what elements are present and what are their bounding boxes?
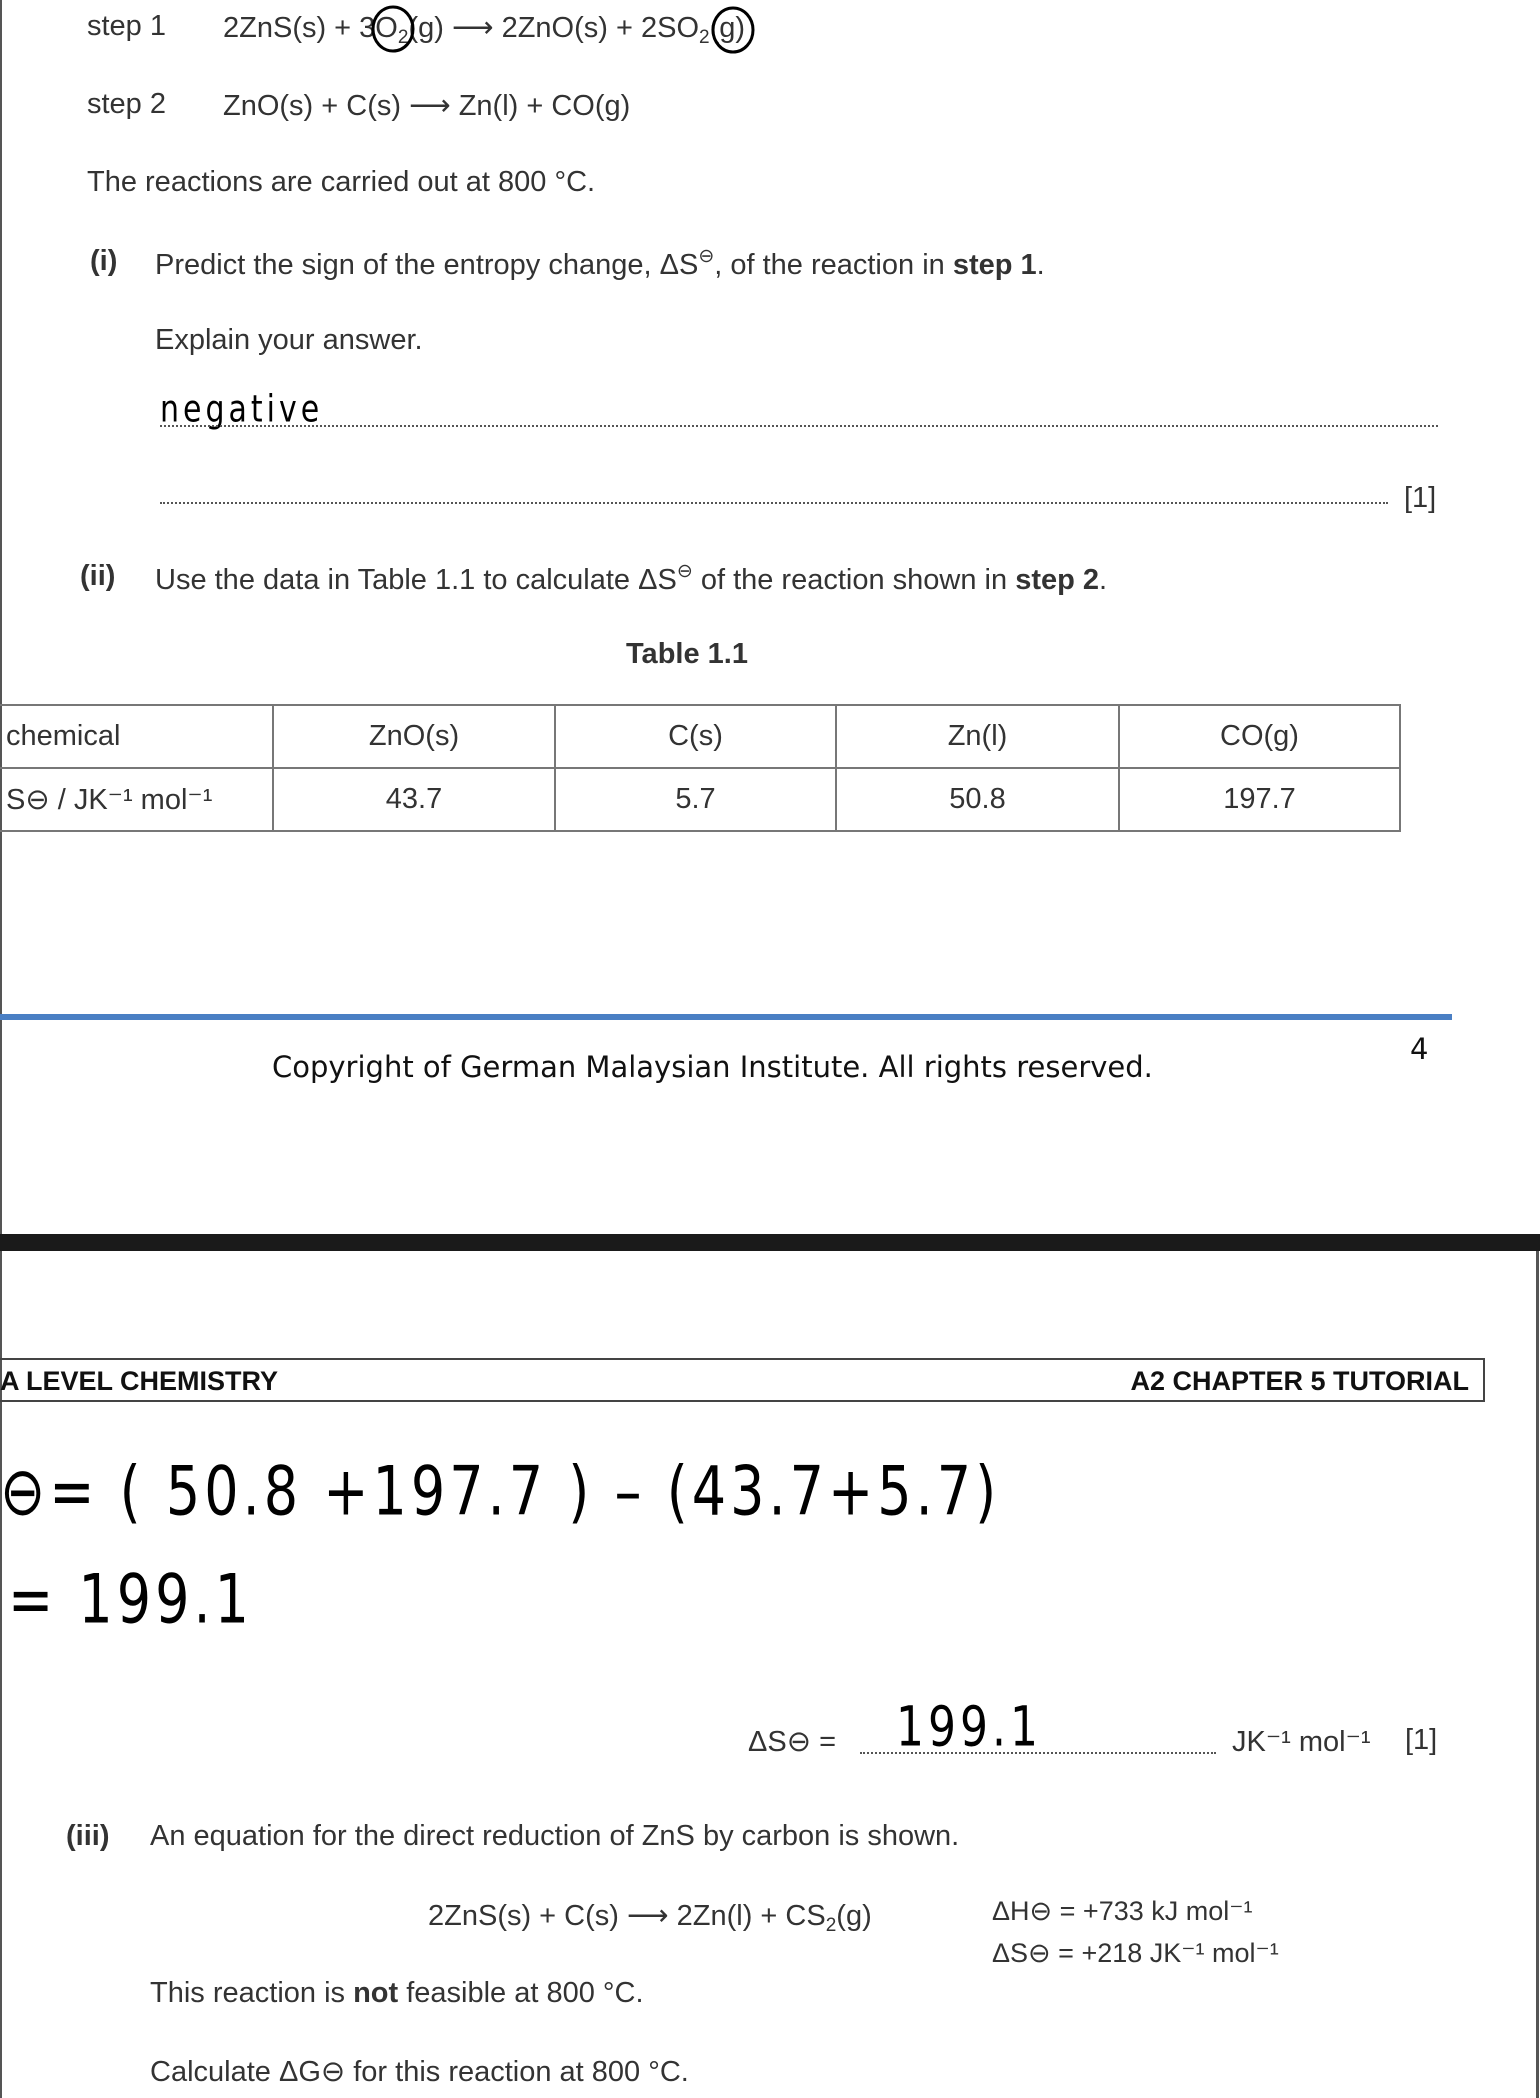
step-2-equation: ZnO(s) + C(s) ⟶ Zn(l) + CO(g) [223, 90, 631, 122]
step-2-label: step 2 [87, 88, 166, 120]
page-right-border [1536, 1250, 1539, 2098]
table-header-cell: ZnO(s) [273, 705, 555, 768]
part-i-question [155, 245, 1045, 282]
step-1-label: step 1 [87, 10, 166, 42]
standard-symbol: ⊖ [676, 561, 693, 582]
part-i-number: (i) [90, 245, 118, 277]
q-text: feasible at 800 °C. [398, 1977, 644, 2009]
answer-line[interactable] [160, 425, 1438, 427]
table-row [0, 768, 1400, 831]
reduction-equation [428, 1898, 872, 1937]
q-bold: step 2 [1015, 564, 1100, 596]
page-left-border [0, 0, 2, 2098]
entropy-value: ΔS⊖ = +218 JK⁻¹ mol⁻¹ [992, 1938, 1279, 1968]
result-units: JK⁻¹ mol⁻¹ [1232, 1726, 1371, 1758]
marks: [1] [1404, 482, 1437, 514]
table-row-label: S⊖ / JK⁻¹ mol⁻¹ [0, 768, 273, 831]
table-cell: 5.7 [555, 768, 836, 831]
handwritten-working-line-1: ⊖= ( 50.8 +197.7 ) – (43.7+5.7) [0, 1452, 1001, 1531]
feasibility-text [150, 1977, 644, 2010]
eq-part: (g) ⟶ 2ZnO(s) + 2SO [408, 12, 700, 44]
answer-line[interactable] [860, 1752, 1216, 1754]
explain-prompt: Explain your answer. [155, 324, 423, 356]
eq-part: 2ZnS(s) + 3O [223, 12, 398, 44]
standard-symbol: ⊖ [698, 246, 715, 267]
delta-s-label: ΔS⊖ = [748, 1726, 837, 1758]
calculate-prompt: Calculate ΔG⊖ for this reaction at 800 °C. [150, 2056, 689, 2088]
header-left: A LEVEL CHEMISTRY [0, 1366, 279, 1396]
table-title: Table 1.1 [626, 638, 748, 670]
marks: [1] [1405, 1724, 1438, 1756]
q-bold: step 1 [952, 249, 1037, 281]
part-ii-question [155, 560, 1107, 597]
answer-line[interactable] [160, 502, 1388, 504]
table-cell: 197.7 [1119, 768, 1400, 831]
part-iii-number: (iii) [66, 1820, 110, 1852]
page-break-bar [0, 1234, 1540, 1251]
part-ii-number: (ii) [80, 560, 116, 592]
page-number: 4 [1410, 1032, 1429, 1066]
table-header-cell: Zn(l) [836, 705, 1119, 768]
q-bold: not [353, 1977, 399, 2009]
handwritten-working-line-2: = 199.1 [8, 1560, 254, 1639]
eq-part: (g) [836, 1900, 872, 1932]
copyright-text: Copyright of German Malaysian Institute. All rights reserved. [272, 1050, 1153, 1084]
part-iii-question: An equation for the direct reduction of ZnS by carbon is shown. [150, 1820, 960, 1852]
step-1-equation [223, 10, 745, 49]
q-text: Use the data in Table 1.1 to calculate ΔS [155, 564, 677, 596]
subscript: 2 [699, 27, 710, 48]
subscript: 2 [397, 27, 409, 48]
table-cell: 50.8 [836, 768, 1119, 831]
handwritten-result: 199.1 [896, 1695, 1042, 1760]
table-header-cell: CO(g) [1119, 705, 1400, 768]
q-text: Predict the sign of the entropy change, ΔS [155, 249, 699, 281]
header-right: A2 CHAPTER 5 TUTORIAL [1130, 1366, 1469, 1396]
handwritten-answer-negative: negative [160, 387, 324, 432]
table-cell: 43.7 [273, 768, 555, 831]
table-header-cell: chemical [0, 705, 273, 768]
q-text: . [1099, 564, 1108, 596]
handwritten-circle-annotation [360, 2, 430, 57]
entropy-data-table [0, 704, 1401, 832]
enthalpy-value: ΔH⊖ = +733 kJ mol⁻¹ [992, 1896, 1253, 1926]
q-text: . [1036, 249, 1045, 281]
eq-part: 2ZnS(s) + C(s) ⟶ 2Zn(l) + CS [428, 1900, 826, 1932]
handwritten-circle-annotation [700, 2, 770, 57]
q-text: , of the reaction in [714, 249, 953, 281]
conditions-text: The reactions are carried out at 800 °C. [87, 166, 596, 198]
q-text: of the reaction shown in [692, 564, 1016, 596]
table-header-row [0, 705, 1400, 768]
table-header-cell: C(s) [555, 705, 836, 768]
eq-part: (g) [709, 12, 746, 44]
page-header [0, 1358, 1485, 1402]
subscript: 2 [825, 1915, 837, 1936]
footer-divider [0, 1014, 1452, 1020]
q-text: This reaction is [150, 1977, 354, 2009]
